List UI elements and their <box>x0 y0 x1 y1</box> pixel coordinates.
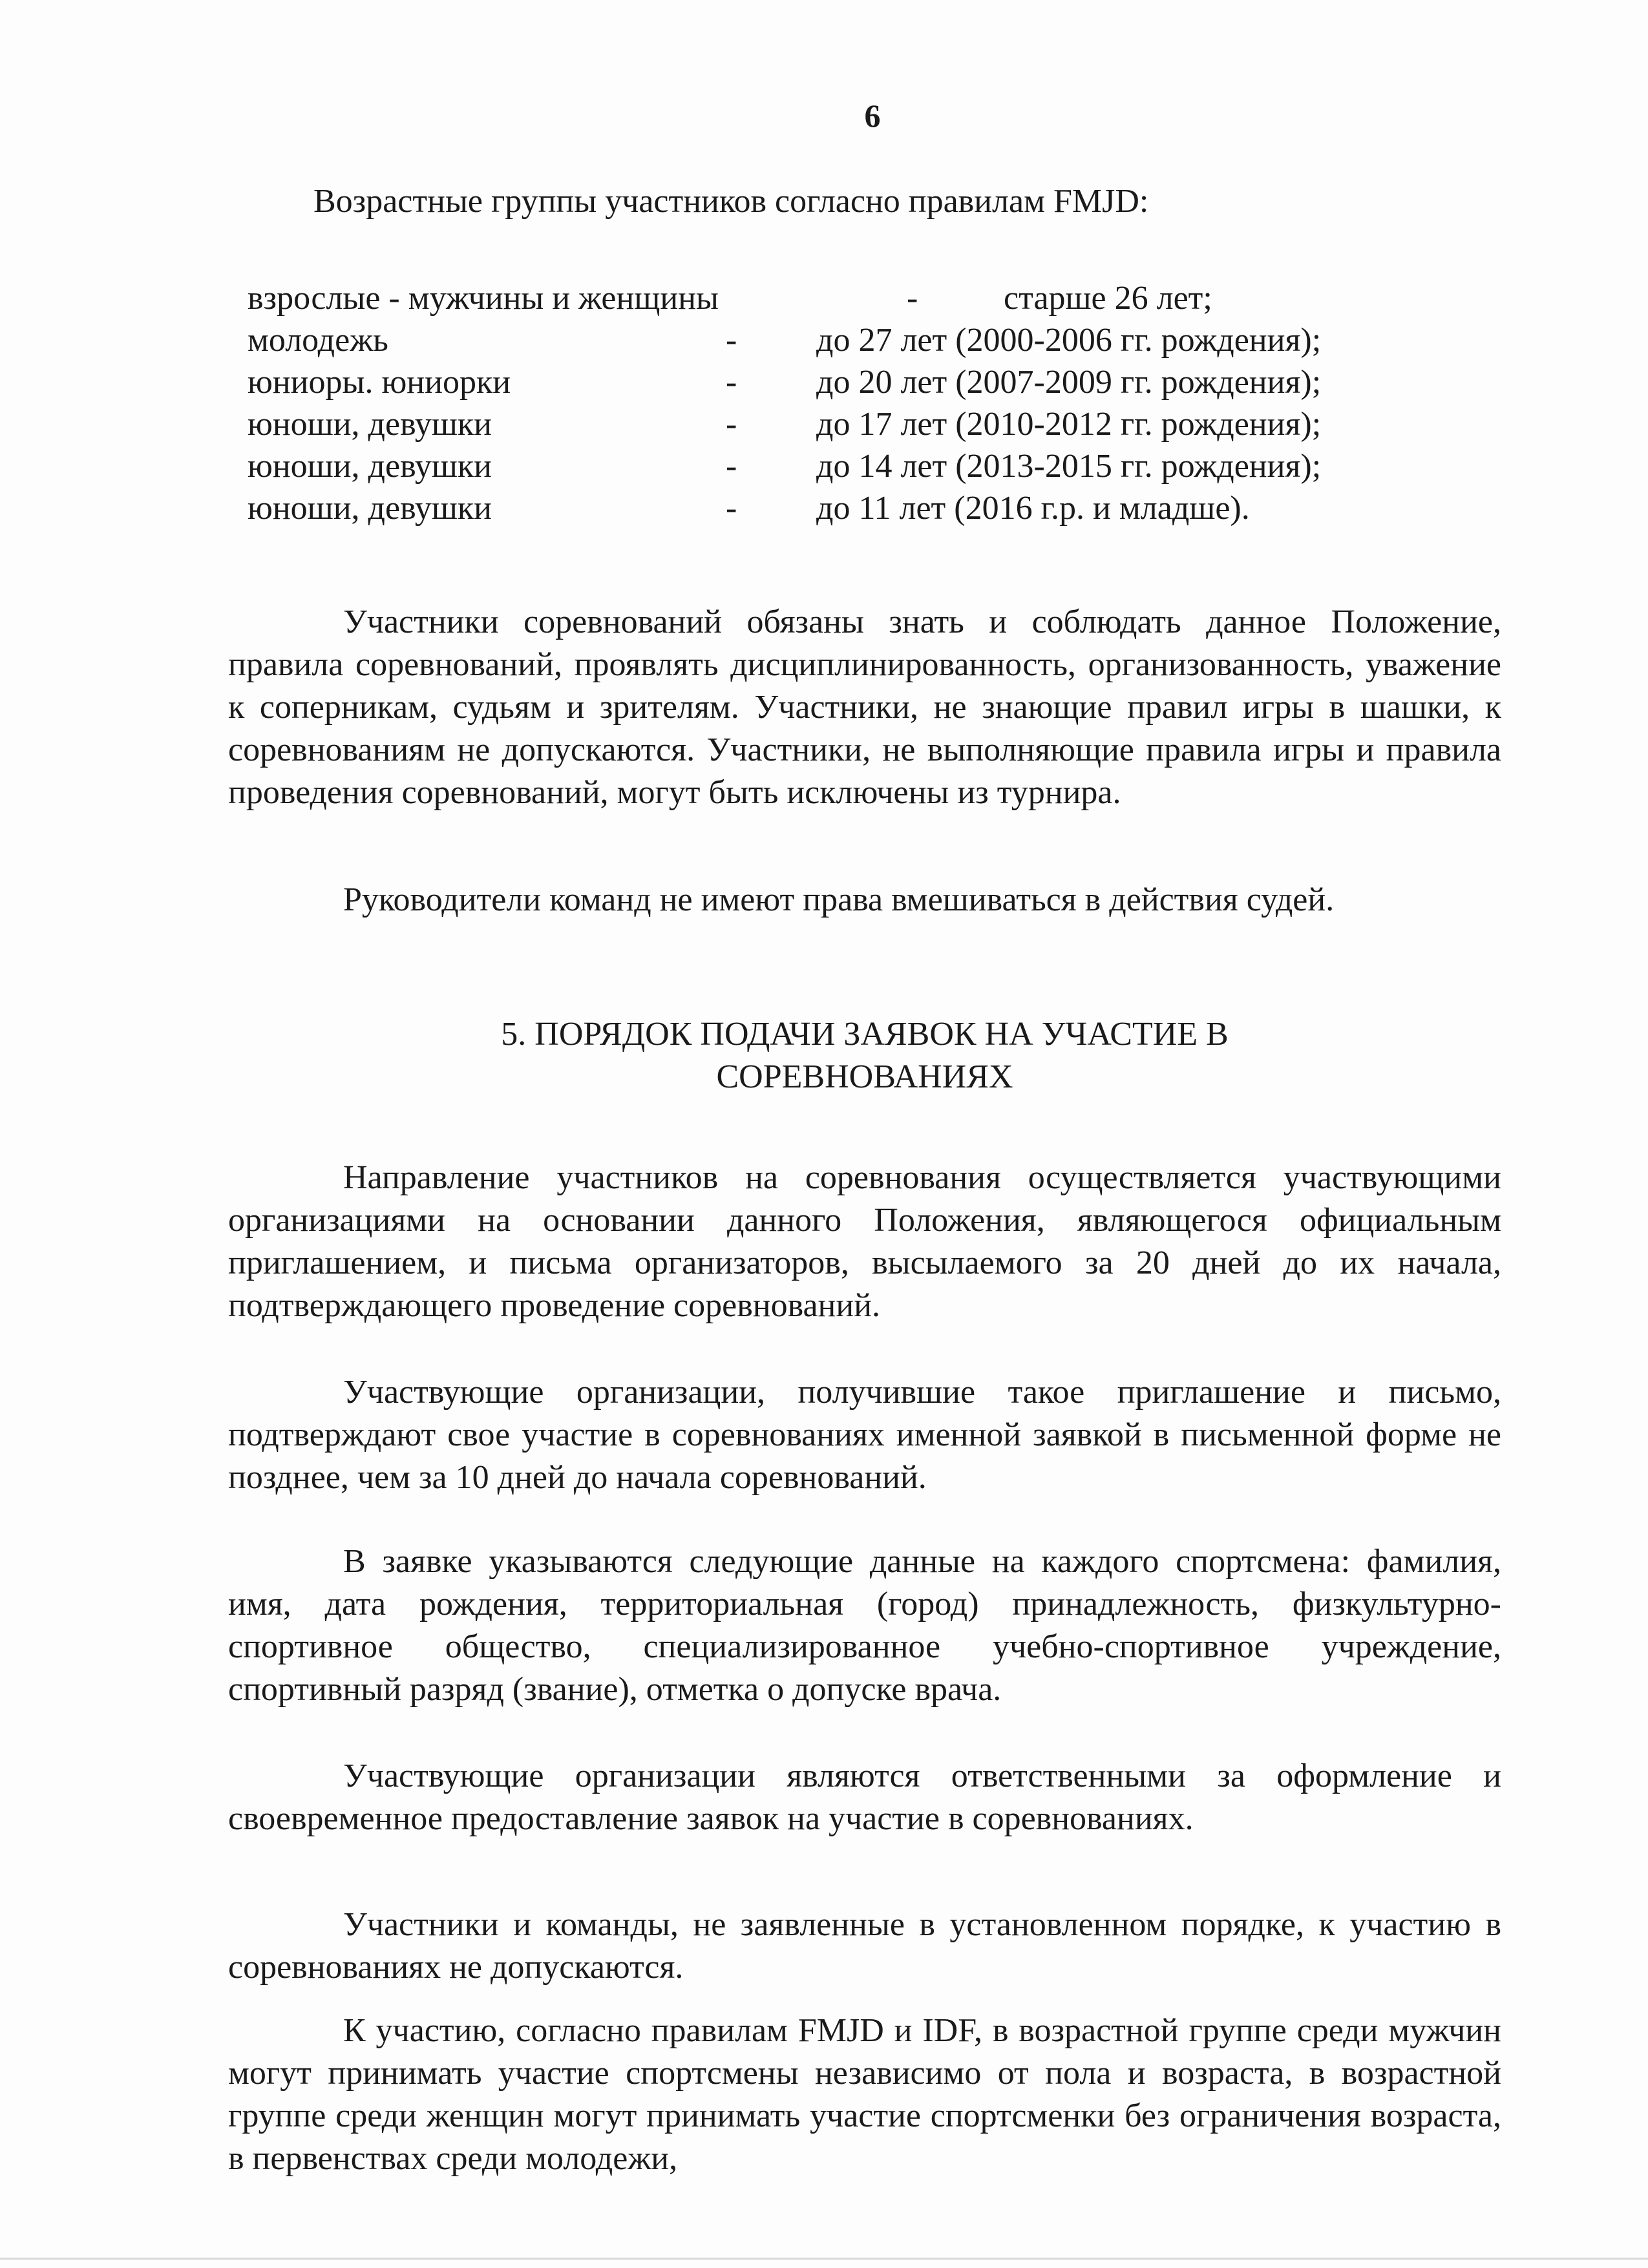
participants-duties-paragraph: Участники соревнований обязаны знать и соблюдать данное Положение, правила соревнований, проявлять дисциплинированность, организованность, уважение к соперникам, судьям и зрителям. Участники, не знающие правил игры в шашки, к соревнованиям не допускаются. Участники, не выполняющие правила игры и правила проведения соревнований, могут быть исключены из турнира. <box>228 604 1501 811</box>
age-group-dash: - <box>726 406 737 443</box>
age-group-range: до 27 лет (2000-2006 гг. рождения); <box>816 322 1322 359</box>
age-group-range: до 14 лет (2013-2015 гг. рождения); <box>816 448 1322 485</box>
age-group-name: юноши, девушки <box>248 490 492 527</box>
age-group-dash: - <box>726 322 737 359</box>
age-group-range: до 11 лет (2016 г.р. и младше). <box>816 490 1250 527</box>
age-group-dash: - <box>726 364 737 401</box>
age-group-name: молодежь <box>248 322 388 359</box>
age-group-name: юниоры. юниорки <box>248 364 511 401</box>
page-number: 6 <box>864 98 881 134</box>
section-5-paragraph: Направление участников на соревнования осуществляется участвующими организациями на основании данного Положения, являющегося официальным приглашением, и письма организаторов, высылаемого за 20 дней до их начала, подтверждающего проведение соревнований. <box>228 1159 1501 1324</box>
section-5-paragraph: Участники и команды, не заявленные в установленном порядке, к участию в соревнованиях не допускаются. <box>228 1906 1501 1986</box>
age-group-dash: - <box>726 448 737 485</box>
age-groups-heading: Возрастные группы участников согласно правилам FMJD: <box>313 183 1149 220</box>
section-5-title: 5. ПОРЯДОК ПОДАЧИ ЗАЯВОК НА УЧАСТИЕ В СОРЕВНОВАНИЯХ <box>501 1016 1229 1095</box>
section-5-paragraph: К участию, согласно правилам FMJD и IDF, в возрастной группе среди мужчин могут принимать участие спортсмены независимо от пола и возраста, в возрастной группе среди женщин могут принимать участие спортсменки без ограничения возраста, в первенствах среди молодежи, <box>228 2012 1501 2177</box>
section-5-paragraph: Участвующие организации являются ответственными за оформление и своевременное предоставление заявок на участие в соревнованиях. <box>228 1758 1501 1837</box>
age-group-name: юноши, девушки <box>248 406 492 443</box>
age-group-range: до 17 лет (2010-2012 гг. рождения); <box>816 406 1322 443</box>
section-5-paragraph: В заявке указываются следующие данные на каждого спортсмена: фамилия, имя, дата рождения, территориальная (город) принадлежность, физкультурно-спортивное общество, специализированное учебно-спортивное учреждение, спортивный разряд (звание), отметка о допуске врача. <box>228 1543 1501 1708</box>
section-5-paragraph: Участвующие организации, получившие такое приглашение и письмо, подтверждают свое участие в соревнованиях именной заявкой в письменной форме не позднее, чем за 10 дней до начала соревнований. <box>228 1374 1501 1496</box>
age-group-name: взрослые - мужчины и женщины <box>248 280 719 317</box>
scan-edge-line <box>0 2258 1648 2260</box>
team-leaders-paragraph: Руководители команд не имеют права вмешиваться в действия судей. <box>343 881 1335 918</box>
age-group-range: до 20 лет (2007-2009 гг. рождения); <box>816 364 1322 401</box>
age-group-dash: - <box>907 280 918 317</box>
age-group-name: юноши, девушки <box>248 448 492 485</box>
age-group-range: старше 26 лет; <box>1004 280 1212 317</box>
age-group-dash: - <box>726 490 737 527</box>
